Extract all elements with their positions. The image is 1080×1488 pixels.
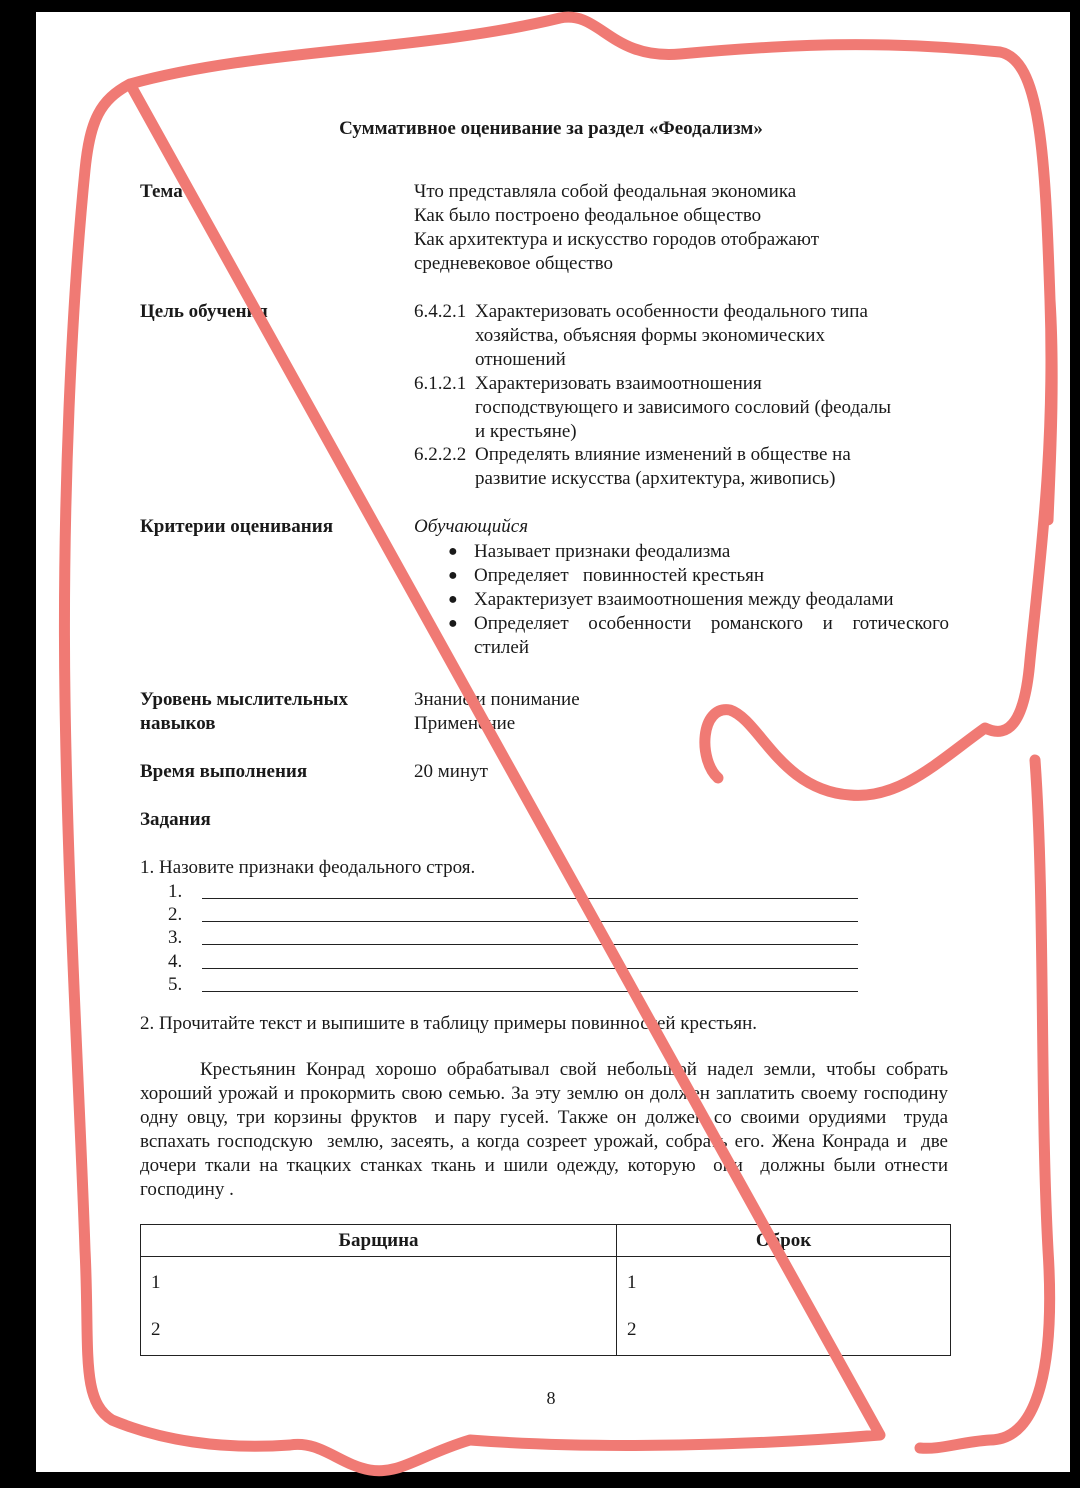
criteria-subject: Обучающийся xyxy=(414,516,529,537)
goal-label: Цель обучения xyxy=(140,301,268,322)
answer-line[interactable]: 5. xyxy=(168,973,182,997)
skill-value: Применение xyxy=(414,713,516,734)
bullet-icon: ● xyxy=(448,615,458,632)
tasks-heading: Задания xyxy=(140,809,211,830)
goal-text-line: хозяйства, объясняя формы экономических xyxy=(475,325,825,346)
time-value: 20 минут xyxy=(414,761,488,782)
bullet-icon: ● xyxy=(448,543,458,560)
page-title: Суммативное оценивание за раздел «Феодализм» xyxy=(339,118,763,139)
goal-text-line: и крестьяне) xyxy=(475,421,577,442)
criteria-item: ● Называет признаки феодализма xyxy=(448,541,731,562)
goal-text-line: Определять влияние изменений в обществе на xyxy=(475,444,851,465)
criteria-item: ● Характеризует взаимоотношения между феодалами xyxy=(448,589,894,610)
task2-text: 2. Прочитайте текст и выпишите в таблицу примеры повинностей крестьян. xyxy=(140,1013,757,1034)
skill-value: Знание и понимание xyxy=(414,689,580,710)
table-cell[interactable]: 1 2 xyxy=(141,1257,617,1356)
time-label: Время выполнения xyxy=(140,761,308,782)
goal-code: 6.2.2.2 xyxy=(414,444,467,465)
criteria-label: Критерии оценивания xyxy=(140,516,333,537)
answer-line[interactable]: 4. xyxy=(168,950,182,974)
criteria-item-continuation: стилей xyxy=(474,637,529,658)
page-number: 8 xyxy=(546,1388,556,1408)
goal-text-line: отношений xyxy=(475,349,566,370)
goal-text-line: развитие искусства (архитектура, живопись) xyxy=(475,468,836,489)
reading-passage: Крестьянин Конрад хорошо обрабатывал свой небольшой надел земли, чтобы собрать хороший урожай и прокормить свою семью. За эту землю он должен заплатить своему господину одну овцу, три корзины фруктов и пару гусей. Также он должен со своими орудиями труда вспахать господскую землю, засеять, а когда созреет урожай, собрать его. Жена Конрада и две дочери ткали на ткацких станках ткань и шили одежду, которую они должны были отнести господину . xyxy=(140,1059,953,1200)
criteria-item: ● Определяет повинностей крестьян xyxy=(448,565,765,586)
topic-label: Тема xyxy=(140,181,183,202)
topic-line: Как было построено феодальное общество xyxy=(414,205,762,226)
answer-line[interactable]: 1. xyxy=(168,880,182,904)
bullet-icon: ● xyxy=(448,567,458,584)
task1-text: 1. Назовите признаки феодального строя. xyxy=(140,857,476,878)
topic-line: Как архитектура и искусство городов отображают xyxy=(414,229,820,250)
goal-text-line: господствующего и зависимого сословий (феодалы xyxy=(475,397,892,418)
table-header-obrok: Оброк xyxy=(616,1225,950,1257)
topic-line: средневековое общество xyxy=(414,253,613,274)
goal-code: 6.1.2.1 xyxy=(414,373,467,394)
skills-label: Уровень мыслительных навыков xyxy=(140,689,348,734)
answer-line[interactable]: 3. xyxy=(168,926,182,950)
table-cell[interactable]: 1 2 xyxy=(616,1257,950,1356)
answer-line[interactable]: 2. xyxy=(168,903,182,927)
goal-text-line: Характеризовать взаимоотношения xyxy=(475,373,762,394)
table-header-barshchina: Барщина xyxy=(141,1225,617,1257)
criteria-item: ● Определяет особенности романского и готического xyxy=(448,613,949,634)
goal-code: 6.4.2.1 xyxy=(414,301,467,322)
topic-line: Что представляла собой феодальная экономика xyxy=(414,181,797,202)
goal-text-line: Характеризовать особенности феодального типа xyxy=(475,301,868,322)
bullet-icon: ● xyxy=(448,591,458,608)
